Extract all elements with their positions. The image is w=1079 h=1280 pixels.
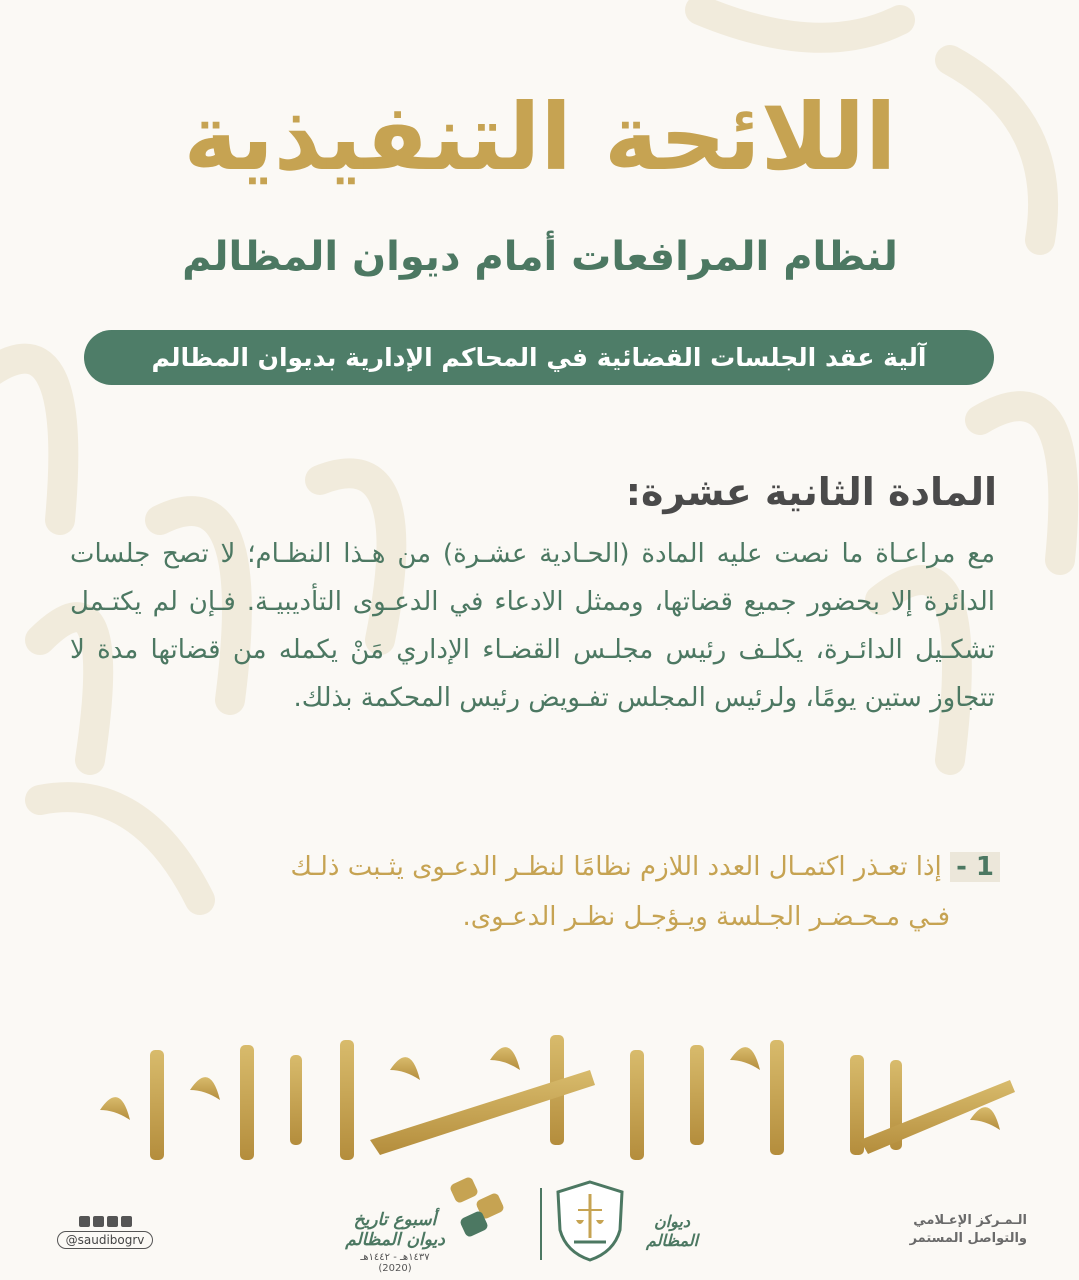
media-center-line2: والتواصل المستمر	[909, 1231, 1027, 1246]
page-subtitle: لنظام المرافعات أمام ديوان المظالم	[182, 234, 898, 280]
anniversary-logo-icon	[444, 1176, 510, 1242]
social-handle-badge	[40, 1216, 170, 1249]
topic-banner-label: آلية عقد الجلسات القضائية في المحاكم الإدارية بديوان المظالم	[151, 343, 927, 372]
article-body: مع مراعـاة ما نصت عليه المادة (الحـادية عشـرة) من هـذا النظـام؛ لا تصح جلسات الدائرة إلا بحضور جميع قضاتها، وممثل الادعاء في الدعـوى التأديبيـة. فـإن لم يكتـمل تشكـيل الدائـرة، يكلـف رئيس مجلـس القضـاء الإداري مَنْ يكمله من قضاتها مدة لا تتجاوز ستين يومًا، ولرئيس المجلس تفـويض رئيس المحكمة بذلك.	[70, 539, 995, 713]
media-center-label	[837, 1212, 1027, 1248]
anniversary-title: أسبوع تاريخ ديوان المظالم	[345, 1210, 445, 1250]
anniversary-badge	[345, 1210, 445, 1274]
item-text-line1: إذا تعـذر اكتمـال العدد اللازم نظامًا لنظـر الدعـوى يثـبت ذلـك	[290, 852, 942, 882]
agency-logo-text: ديوان المظالم	[645, 1212, 699, 1250]
snapchat-icon	[93, 1216, 104, 1227]
item-text-line2: فـي مـحـضـر الجـلسة ويـؤجـل نظـر الدعـوى.	[462, 902, 950, 932]
youtube-icon	[121, 1216, 132, 1227]
footer-divider	[540, 1188, 542, 1260]
article-heading: المادة الثانية عشرة:	[625, 470, 997, 514]
media-center-line1: الـمـركز الإعـلامي	[913, 1213, 1027, 1228]
page-title: اللائحة التنفيذية	[183, 84, 897, 191]
item-number: 1 -	[950, 852, 1000, 882]
social-handle: @saudibogrv	[57, 1231, 154, 1249]
topic-banner	[84, 330, 994, 385]
calligraphy-decoration	[90, 1030, 1030, 1170]
social-icons	[40, 1216, 170, 1227]
anniversary-years: ١٤٣٧هـ - ١٤٤٢هـ (2020)	[360, 1252, 430, 1274]
twitter-icon	[107, 1216, 118, 1227]
crest-icon	[554, 1180, 626, 1262]
list-item	[60, 842, 1000, 942]
instagram-icon	[79, 1216, 90, 1227]
